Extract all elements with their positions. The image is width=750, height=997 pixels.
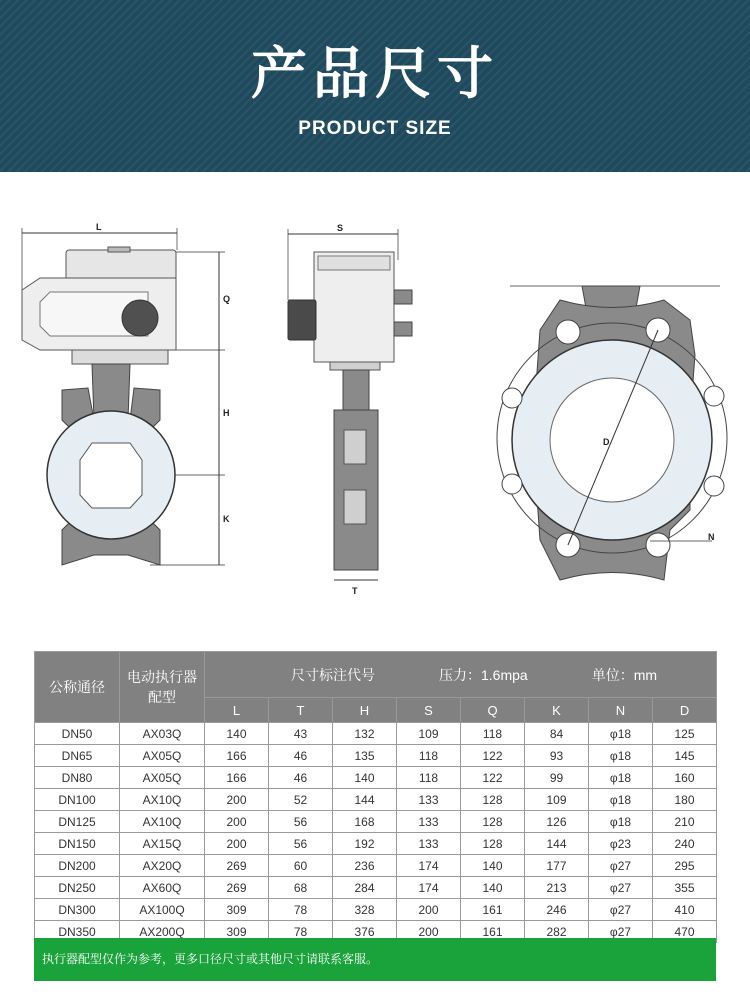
table-cell: AX200Q <box>120 921 205 943</box>
table-cell: 118 <box>397 767 461 789</box>
dim-header-cell: T <box>269 698 333 723</box>
table-cell: 125 <box>653 723 717 745</box>
table-cell: DN350 <box>35 921 120 943</box>
table-cell: DN150 <box>35 833 120 855</box>
table-cell: AX20Q <box>120 855 205 877</box>
size-table-wrapper <box>34 651 716 943</box>
table-cell: 355 <box>653 877 717 899</box>
table-cell: 109 <box>525 789 589 811</box>
table-cell: 192 <box>333 833 397 855</box>
table-cell: AX10Q <box>120 811 205 833</box>
table-cell: φ18 <box>589 789 653 811</box>
table-cell: 161 <box>461 899 525 921</box>
table-cell: 470 <box>653 921 717 943</box>
table-cell: 140 <box>205 723 269 745</box>
table-cell: φ27 <box>589 855 653 877</box>
table-cell: 56 <box>269 833 333 855</box>
table-cell: φ27 <box>589 877 653 899</box>
table-cell: 46 <box>269 767 333 789</box>
dim-label-s: S <box>337 223 344 233</box>
table-cell: DN300 <box>35 899 120 921</box>
table-cell: 200 <box>205 811 269 833</box>
table-row <box>35 877 717 899</box>
table-cell: AX05Q <box>120 767 205 789</box>
table-cell: 145 <box>653 745 717 767</box>
header-pressure: 压力：1.6mpa <box>439 666 528 683</box>
page-subtitle: PRODUCT SIZE <box>298 118 452 139</box>
front-view <box>22 222 230 565</box>
header-unit: 单位：mm <box>591 666 658 683</box>
table-cell: 174 <box>397 877 461 899</box>
table-cell: 118 <box>461 723 525 745</box>
table-cell: 135 <box>333 745 397 767</box>
table-row <box>35 833 717 855</box>
dim-header-cell: H <box>333 698 397 723</box>
table-cell: 236 <box>333 855 397 877</box>
table-cell: 282 <box>525 921 589 943</box>
dim-label-t: T <box>352 586 358 595</box>
table-cell: φ18 <box>589 767 653 789</box>
table-cell: 200 <box>397 921 461 943</box>
table-cell: 52 <box>269 789 333 811</box>
table-cell: AX10Q <box>120 789 205 811</box>
table-row <box>35 811 717 833</box>
table-cell: 161 <box>461 921 525 943</box>
page-header <box>0 0 750 172</box>
table-cell: 200 <box>205 789 269 811</box>
table-cell: 166 <box>205 745 269 767</box>
dim-label-d: D <box>603 437 610 447</box>
table-row <box>35 745 717 767</box>
table-cell: 109 <box>397 723 461 745</box>
header-dimension-group <box>205 652 717 698</box>
table-cell: DN200 <box>35 855 120 877</box>
table-cell: DN80 <box>35 767 120 789</box>
table-cell: 60 <box>269 855 333 877</box>
table-cell: 410 <box>653 899 717 921</box>
table-cell: 93 <box>525 745 589 767</box>
footer-note: 执行器配型仅作为参考，更多口径尺寸或其他尺寸请联系客服。 <box>34 938 716 981</box>
table-cell: 78 <box>269 921 333 943</box>
dim-header-cell: D <box>653 698 717 723</box>
dim-label-q: Q <box>223 294 231 304</box>
table-cell: 213 <box>525 877 589 899</box>
table-row <box>35 789 717 811</box>
table-cell: 43 <box>269 723 333 745</box>
table-cell: AX03Q <box>120 723 205 745</box>
table-cell: 56 <box>269 811 333 833</box>
table-row <box>35 899 717 921</box>
table-cell: 126 <box>525 811 589 833</box>
table-cell: DN100 <box>35 789 120 811</box>
header-actuator: 电动执行器配型 <box>120 652 205 723</box>
table-cell: φ27 <box>589 899 653 921</box>
table-cell: 99 <box>525 767 589 789</box>
table-cell: DN125 <box>35 811 120 833</box>
table-cell: 200 <box>397 899 461 921</box>
table-cell: 284 <box>333 877 397 899</box>
table-cell: DN50 <box>35 723 120 745</box>
table-cell: 309 <box>205 921 269 943</box>
table-cell: 122 <box>461 745 525 767</box>
table-cell: φ23 <box>589 833 653 855</box>
table-cell: 166 <box>205 767 269 789</box>
dim-label-l: L <box>96 222 102 232</box>
page-title: 产品尺寸 <box>251 42 499 107</box>
table-cell: 309 <box>205 899 269 921</box>
dim-header-cell: N <box>589 698 653 723</box>
table-cell: 269 <box>205 877 269 899</box>
table-cell: 210 <box>653 811 717 833</box>
table-cell: 295 <box>653 855 717 877</box>
dim-header-cell: Q <box>461 698 525 723</box>
table-cell: 160 <box>653 767 717 789</box>
table-cell: 174 <box>397 855 461 877</box>
table-cell: 128 <box>461 811 525 833</box>
table-cell: 246 <box>525 899 589 921</box>
table-cell: φ27 <box>589 921 653 943</box>
table-cell: 78 <box>269 899 333 921</box>
table-cell: 128 <box>461 833 525 855</box>
table-cell: 144 <box>333 789 397 811</box>
table-cell: 133 <box>397 833 461 855</box>
table-cell: 328 <box>333 899 397 921</box>
table-cell: 177 <box>525 855 589 877</box>
table-cell: 180 <box>653 789 717 811</box>
table-cell: DN65 <box>35 745 120 767</box>
table-row <box>35 767 717 789</box>
table-cell: 140 <box>461 855 525 877</box>
table-cell: AX05Q <box>120 745 205 767</box>
table-cell: φ18 <box>589 745 653 767</box>
table-cell: 122 <box>461 767 525 789</box>
table-cell: 240 <box>653 833 717 855</box>
flange-view <box>497 286 727 580</box>
header-nominal: 公称通径 <box>35 652 120 723</box>
table-cell: φ18 <box>589 723 653 745</box>
table-cell: 133 <box>397 789 461 811</box>
dim-label-n: N <box>708 532 715 542</box>
table-row <box>35 855 717 877</box>
dim-header-cell: S <box>397 698 461 723</box>
table-body <box>35 723 717 943</box>
table-cell: AX100Q <box>120 899 205 921</box>
table-cell: 269 <box>205 855 269 877</box>
side-view <box>288 223 412 595</box>
table-cell: 68 <box>269 877 333 899</box>
table-cell: AX15Q <box>120 833 205 855</box>
table-cell: 133 <box>397 811 461 833</box>
dim-header-cell: L <box>205 698 269 723</box>
table-cell: 140 <box>333 767 397 789</box>
table-cell: DN250 <box>35 877 120 899</box>
table-cell: 140 <box>461 877 525 899</box>
table-cell: 128 <box>461 789 525 811</box>
size-table <box>34 651 717 943</box>
dim-label-h: H <box>223 408 230 418</box>
dim-header-cell: K <box>525 698 589 723</box>
dimension-drawing <box>0 215 750 595</box>
table-cell: 84 <box>525 723 589 745</box>
table-cell: 46 <box>269 745 333 767</box>
table-cell: 132 <box>333 723 397 745</box>
table-cell: φ18 <box>589 811 653 833</box>
table-cell: 376 <box>333 921 397 943</box>
header-dim-title: 尺寸标注代号 <box>291 666 375 683</box>
table-cell: 168 <box>333 811 397 833</box>
table-row <box>35 723 717 745</box>
table-cell: 118 <box>397 745 461 767</box>
dim-label-k: K <box>223 514 230 524</box>
table-cell: 144 <box>525 833 589 855</box>
table-cell: 200 <box>205 833 269 855</box>
table-cell: AX60Q <box>120 877 205 899</box>
